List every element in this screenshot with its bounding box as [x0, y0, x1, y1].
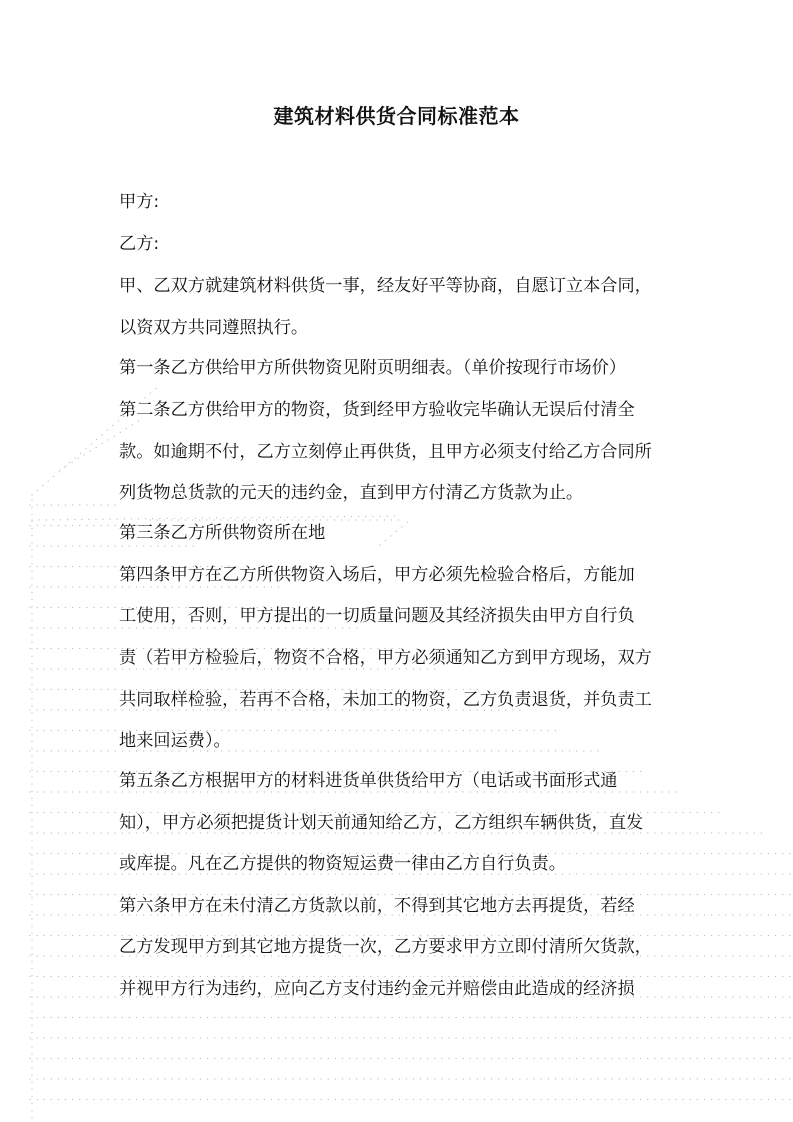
- article-2-line-1: 第二条乙方供给甲方的物资，货到经甲方验收完毕确认无误后付清全: [119, 400, 635, 420]
- article-6-line-1: 第六条甲方在未付清乙方货款以前，不得到其它地方去再提货，若经: [119, 896, 635, 916]
- article-2-line-2: 款。如逾期不付，乙方立刻停止再供货，且甲方必须支付给乙方合同所: [119, 442, 652, 462]
- document-title: 建筑材料供货合同标准范本: [273, 104, 520, 128]
- article-3-line-1: 第三条乙方所供物资所在地: [119, 523, 326, 543]
- article-1-line-1: 第一条乙方供给甲方所供物资见附页明细表。（单价按现行市场价）: [119, 358, 627, 378]
- article-4-line-3: 责（若甲方检验后，物资不合格，甲方必须通知乙方到甲方现场，双方: [119, 648, 652, 668]
- preamble-line-1: 甲、乙双方就建筑材料供货一事，经友好平等协商，自愿订立本合同，: [119, 276, 652, 296]
- article-4-line-1: 第四条甲方在乙方所供物资入场后，甲方必须先检验合格后，方能加: [119, 565, 635, 585]
- article-4-line-5: 地来回运费）。: [119, 731, 231, 751]
- article-5-line-3: 或库提。凡在乙方提供的物资短运费一律由乙方自行负责。: [119, 854, 566, 874]
- article-5-line-1: 第五条乙方根据甲方的材料进货单供货给甲方（电话或书面形式通: [119, 771, 618, 791]
- party-a-line: 甲方:: [119, 192, 160, 212]
- preamble-line-2: 以资双方共同遵照执行。: [119, 318, 309, 338]
- article-5-line-2: 知），甲方必须把提货计划天前通知给乙方，乙方组织车辆供货，直发: [119, 813, 644, 833]
- party-b-line: 乙方:: [119, 234, 160, 254]
- article-6-line-2: 乙方发现甲方到其它地方提货一次，乙方要求甲方立即付清所欠货款，: [119, 937, 652, 957]
- article-4-line-2: 工使用，否则，甲方提出的一切质量问题及其经济损失由甲方自行负: [119, 606, 635, 626]
- article-6-line-3: 并视甲方行为违约，应向乙方支付违约金元并赔偿由此造成的经济损: [119, 979, 635, 999]
- article-4-line-4: 共同取样检验，若再不合格，未加工的物资，乙方负责退货，并负责工: [119, 690, 652, 710]
- article-2-line-3: 列货物总货款的元天的违约金，直到甲方付清乙方货款为止。: [119, 483, 584, 503]
